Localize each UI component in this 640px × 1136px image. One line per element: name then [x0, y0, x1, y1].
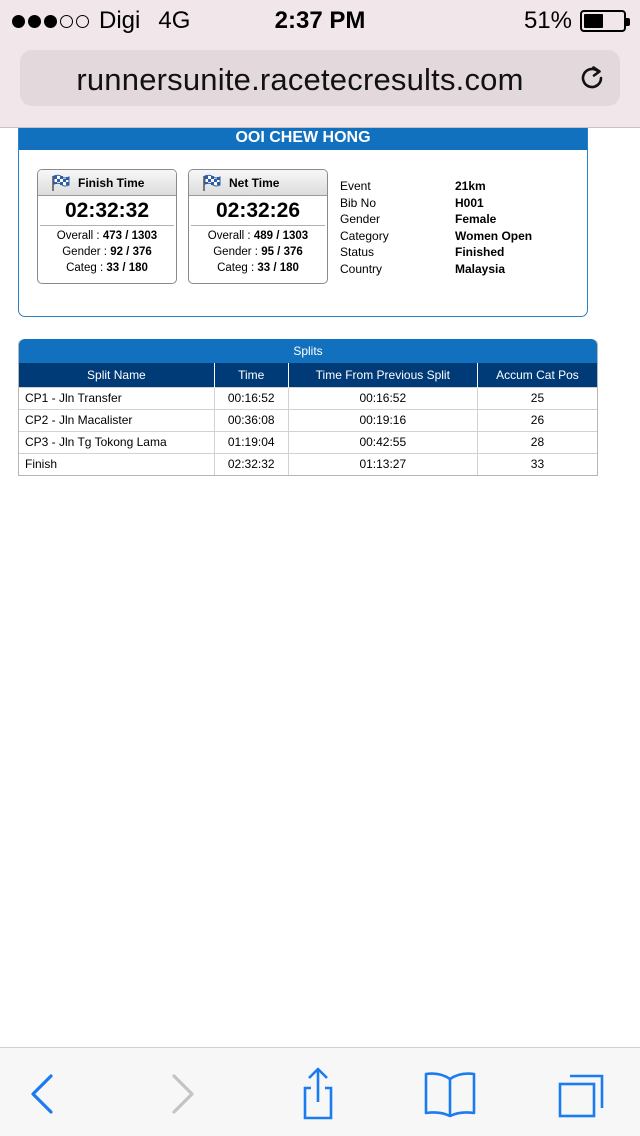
runner-result-card	[18, 128, 588, 317]
net-time-box	[188, 169, 328, 284]
share-icon[interactable]	[296, 1066, 340, 1122]
split-time-cell: 01:19:04	[214, 431, 288, 453]
checkered-flag-icon	[201, 174, 221, 192]
table-row	[19, 453, 597, 475]
share-button[interactable]	[290, 1066, 346, 1122]
finish-time-box	[37, 169, 177, 284]
column-header-time-from-previous: Time From Previous Split	[288, 363, 477, 387]
split-diff-cell: 00:42:55	[288, 431, 477, 453]
net-overall-rank: Overall : 489 / 1303	[207, 230, 309, 242]
battery-icon	[580, 10, 626, 32]
url-text[interactable]: runnersunite.racetecresults.com	[76, 62, 524, 97]
tabs-button[interactable]	[554, 1066, 610, 1122]
split-name-cell: CP2 - Jln Macalister	[19, 409, 214, 431]
detail-bib-no: Bib No H001	[340, 195, 484, 210]
table-row	[19, 409, 597, 431]
back-icon[interactable]	[27, 1072, 57, 1116]
forward-icon[interactable]	[168, 1072, 198, 1116]
finish-gender-rank: Gender : 92 / 376	[62, 246, 152, 258]
detail-gender: Gender Female	[340, 212, 497, 226]
table-row	[19, 387, 597, 409]
finish-overall-rank: Overall : 473 / 1303	[56, 230, 158, 242]
finish-time-value: 02:32:32	[40, 196, 174, 226]
split-time-cell: 00:16:52	[214, 387, 288, 409]
net-category-rank: Categ : 33 / 180	[217, 262, 299, 274]
status-bar	[0, 0, 640, 40]
finish-time-label: Finish Time	[78, 175, 145, 190]
detail-category: Category Women Open	[340, 228, 533, 243]
splits-header-row	[19, 363, 597, 387]
column-header-split-name: Split Name	[19, 363, 214, 387]
browser-toolbar	[0, 1047, 640, 1136]
bookmarks-icon[interactable]	[422, 1069, 478, 1119]
carrier-name: Digi	[99, 7, 141, 34]
network-type: 4G	[158, 7, 191, 34]
detail-event: Event 21km	[340, 179, 486, 193]
finish-category-rank: Categ : 33 / 180	[66, 262, 148, 274]
split-diff-cell: 01:13:27	[288, 453, 477, 475]
split-name-cell: CP3 - Jln Tg Tokong Lama	[19, 431, 214, 453]
column-header-accum-cat-pos: Accum Cat Pos	[477, 363, 597, 387]
detail-status: Status Finished	[340, 245, 505, 259]
address-bar[interactable]	[20, 50, 620, 106]
runner-name: OOI CHEW HONG	[19, 128, 587, 150]
back-button[interactable]	[14, 1066, 70, 1122]
clock: 2:37 PM	[274, 7, 366, 34]
split-pos-cell: 26	[477, 409, 597, 431]
browser-top-chrome	[0, 0, 640, 128]
net-time-label: Net Time	[229, 175, 280, 190]
split-diff-cell: 00:19:16	[288, 409, 477, 431]
forward-button[interactable]	[155, 1066, 211, 1122]
split-time-cell: 02:32:32	[214, 453, 288, 475]
split-pos-cell: 28	[477, 431, 597, 453]
splits-table	[19, 363, 597, 475]
tabs-icon[interactable]	[556, 1068, 608, 1120]
column-header-time: Time	[214, 363, 288, 387]
runner-details	[340, 178, 532, 277]
net-gender-rank: Gender : 95 / 376	[213, 246, 303, 258]
splits-title: Splits	[19, 339, 597, 363]
net-time-value: 02:32:26	[191, 196, 325, 226]
table-row	[19, 431, 597, 453]
split-pos-cell: 33	[477, 453, 597, 475]
split-name-cell: CP1 - Jln Transfer	[19, 387, 214, 409]
split-diff-cell: 00:16:52	[288, 387, 477, 409]
split-name-cell: Finish	[19, 453, 214, 475]
checkered-flag-icon	[50, 174, 70, 192]
battery-percent: 51%	[523, 7, 572, 34]
split-pos-cell: 25	[477, 387, 597, 409]
split-time-cell: 00:36:08	[214, 409, 288, 431]
splits-panel	[18, 339, 598, 476]
reload-icon[interactable]	[576, 62, 608, 94]
detail-country: Country Malaysia	[340, 261, 506, 276]
bookmarks-button[interactable]	[422, 1066, 478, 1122]
